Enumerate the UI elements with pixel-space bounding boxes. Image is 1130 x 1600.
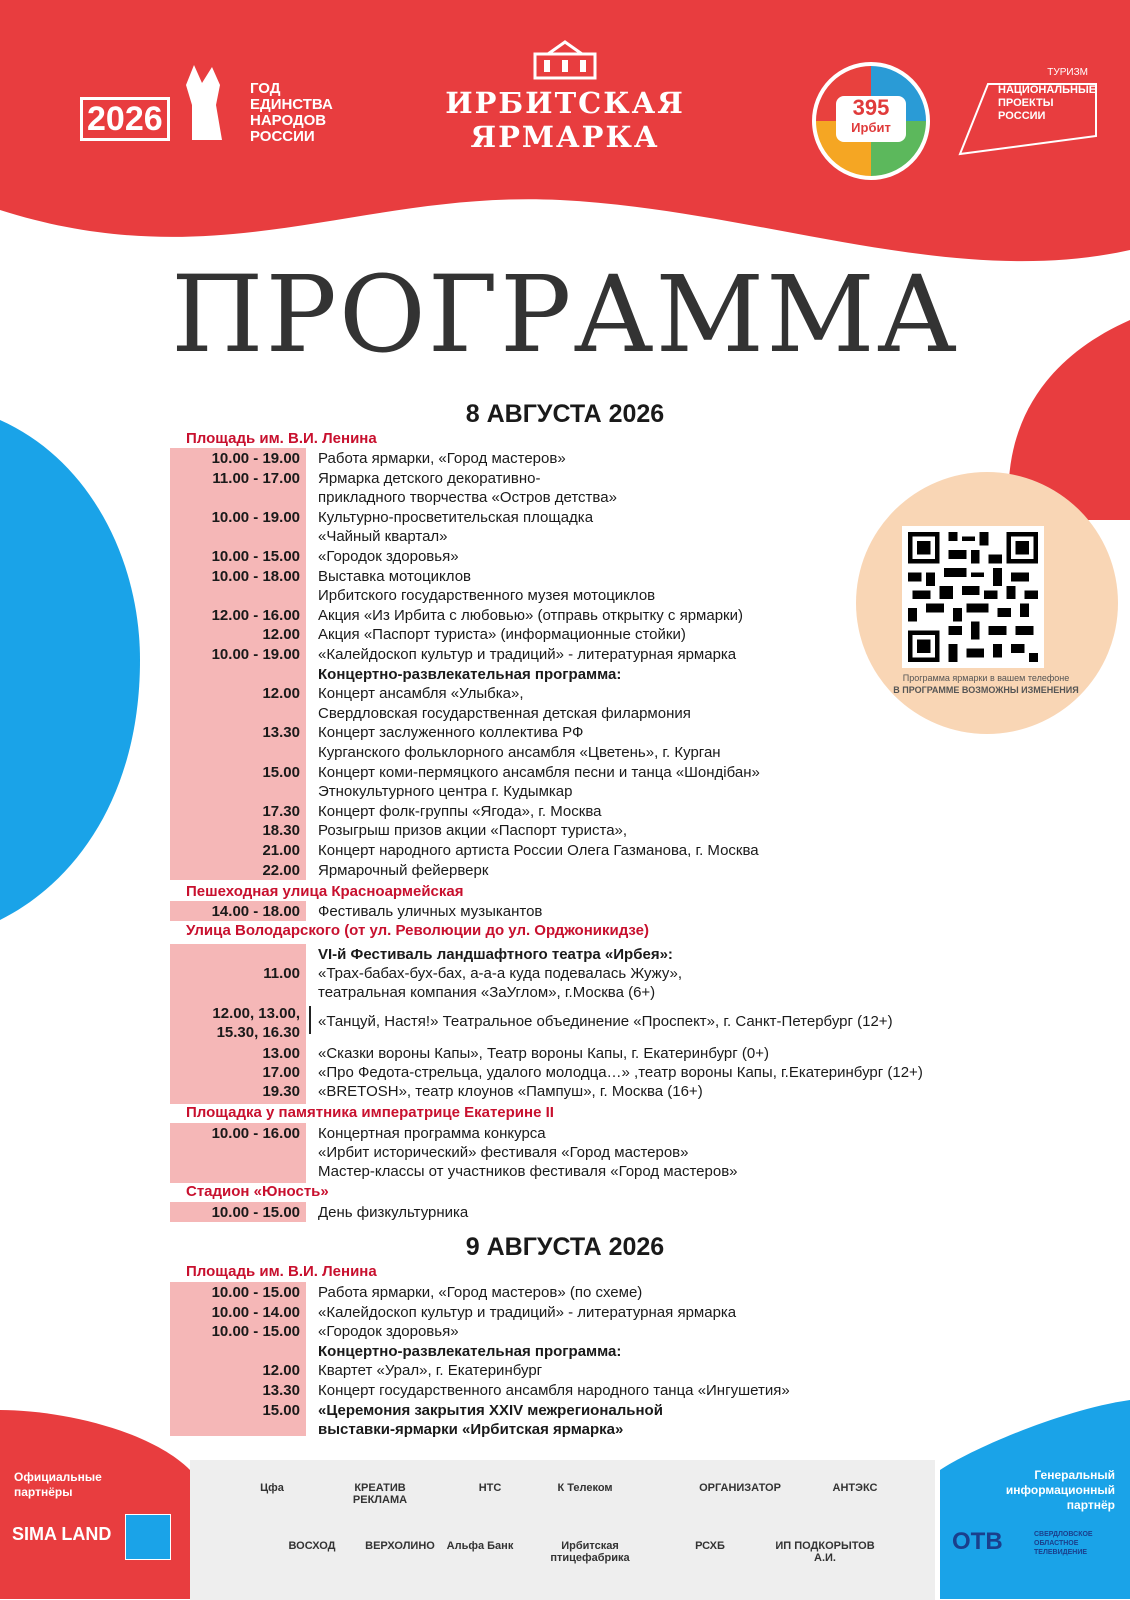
day1-row-desc: Акция «Из Ирбита с любовью» (отправь открытку с ярмарки) — [318, 606, 878, 625]
day1-row-desc: прикладного творчества «Остров детства» — [318, 488, 878, 507]
day2-row-time: 10.00 - 14.00 — [170, 1303, 300, 1322]
day1-row-desc: Концерт коми-пермяцкого ансамбля песни и танца «Шондiбан» — [318, 763, 878, 782]
day1-row-time: 10.00 - 19.00 — [170, 645, 300, 664]
stadium-time: 10.00 - 15.00 — [170, 1203, 300, 1222]
day2-row-desc: «Калейдоскоп культур и традиций» - литературная ярмарка — [318, 1303, 878, 1322]
anniversary-city: Ирбит — [836, 120, 906, 135]
theatre-desc-4: «Про Федота-стрельца, удалого молодца…» ,театр вороны Капы, г.Екатеринбург (12+) — [318, 1063, 1038, 1082]
day1-row-desc: Концерт ансамбля «Улыбка», — [318, 684, 878, 703]
day2-row-desc: выставки-ярмарки «Ирбитская ярмарка» — [318, 1420, 878, 1439]
day2-row-desc: Квартет «Урал», г. Екатеринбург — [318, 1361, 878, 1380]
day1-row-desc: «Городок здоровья» — [318, 547, 878, 566]
day1-row-time: 11.00 - 17.00 — [170, 469, 300, 488]
partner-logo: АНТЭКС — [805, 1482, 905, 1494]
day1-row-time: 10.00 - 19.00 — [170, 449, 300, 468]
partner-logo: ОРГАНИЗАТОР — [690, 1482, 790, 1494]
day2-row-time: 10.00 - 15.00 — [170, 1283, 300, 1302]
day1-row-desc: Розыгрыш призов акции «Паспорт туриста», — [318, 821, 878, 840]
day1-venue-stadium: Стадион «Юность» — [186, 1183, 329, 1200]
partner-logo: Цфа — [222, 1482, 322, 1494]
day2-row-time: 10.00 - 15.00 — [170, 1322, 300, 1341]
day2-row-time: 15.00 — [170, 1401, 300, 1420]
day1-row-time: 12.00 — [170, 684, 300, 703]
theatre-time-4: 17.00 — [170, 1063, 300, 1082]
day1-row-desc: Свердловская государственная детская филармония — [318, 704, 878, 723]
day2-row-desc: Концертно-развлекательная программа: — [318, 1342, 878, 1361]
day2-venue-lenin-square: Площадь им. В.И. Ленина — [186, 1263, 377, 1280]
partner-logo: Альфа Банк — [430, 1540, 530, 1552]
qr-caption-line2: В ПРОГРАММЕ ВОЗМОЖНЫ ИЗМЕНЕНИЯ — [866, 684, 1106, 696]
day1-row-time: 10.00 - 15.00 — [170, 547, 300, 566]
otv-logo: ОТВ — [952, 1528, 1003, 1556]
partner-logo: Ирбитская птицефабрика — [540, 1540, 640, 1564]
partner-logo: КРЕАТИВ РЕКЛАМА — [330, 1482, 430, 1506]
day2-date: 9 АВГУСТА 2026 — [0, 1233, 1130, 1262]
anniversary-number: 395 — [836, 96, 906, 120]
day1-row-time: 15.00 — [170, 763, 300, 782]
day1-row-time: 10.00 - 19.00 — [170, 508, 300, 527]
day1-row-desc: Концертно-развлекательная программа: — [318, 665, 878, 684]
sima-land-logo — [12, 1525, 112, 1544]
monument-icon — [172, 55, 242, 140]
stadium-desc: День физкультурника — [318, 1203, 878, 1222]
qr-code-icon — [908, 532, 1038, 662]
street-time: 14.00 - 18.00 — [170, 902, 300, 921]
day1-row-desc: Ярмарочный фейерверк — [318, 861, 878, 880]
partner-square-logo — [125, 1514, 171, 1560]
irbit-fair-logo — [440, 40, 690, 170]
theatre-time-5: 19.30 — [170, 1082, 300, 1101]
theatre-desc-3: «Сказки вороны Капы», Театр вороны Капы, г. Екатеринбург (0+) — [318, 1044, 1038, 1063]
page-title: ПРОГРАММА — [0, 262, 1130, 368]
theatre-desc-2: «Танцуй, Настя!» Театральное объединение «Проспект», г. Санкт-Петербург (12+) — [318, 1012, 1038, 1031]
day1-row-desc: Работа ярмарки, «Город мастеров» — [318, 449, 878, 468]
day1-row-desc: Концерт народного артиста России Олега Газманова, г. Москва — [318, 841, 878, 860]
day2-row-desc: «Городок здоровья» — [318, 1322, 878, 1341]
day1-row-desc: Этнокультурного центра г. Кудымкар — [318, 782, 878, 801]
partner-logo: ВОСХОД — [262, 1540, 362, 1552]
day2-row-desc: Концерт государственного ансамбля народного танца «Ингушетия» — [318, 1381, 878, 1400]
partner-logo: ВЕРХОЛИНО — [350, 1540, 450, 1552]
partner-logo: ИП ПОДКОРЫТОВ А.И. — [775, 1540, 875, 1564]
np-text: НАЦИОНАЛЬНЫЕ ПРОЕКТЫ РОССИИ — [998, 84, 1088, 123]
day1-date: 8 АВГУСТА 2026 — [0, 400, 1130, 429]
bottom-left-red-corner — [0, 1410, 190, 1599]
partner-logo: НТС — [440, 1482, 540, 1494]
theatre-desc-1a: «Трах-бабах-бух-бах, а-а-а куда подевалась Жужу», — [318, 964, 1038, 983]
day1-row-desc: «Калейдоскоп культур и традиций» - литературная ярмарка — [318, 645, 878, 664]
monument-desc-3: Мастер-классы от участников фестиваля «Город мастеров» — [318, 1162, 878, 1181]
day1-row-time: 22.00 — [170, 861, 300, 880]
np-tourism: ТУРИЗМ — [1047, 67, 1088, 78]
theatre-time-3: 13.00 — [170, 1044, 300, 1063]
day1-row-desc: Курганского фольклорного ансамбля «Цветень», г. Курган — [318, 743, 878, 762]
theatre-time-1: 11.00 — [170, 964, 300, 983]
year-text: ГОД ЕДИНСТВА НАРОДОВ РОССИИ — [250, 81, 360, 145]
partner-logo: К Телеком — [535, 1482, 635, 1494]
official-partners-label: Официальные партнёры — [14, 1470, 124, 1500]
day1-row-desc: Акция «Паспорт туриста» (информационные стойки) — [318, 625, 878, 644]
day1-venue-monument: Площадка у памятника императрице Екатерине II — [186, 1104, 554, 1121]
monument-time: 10.00 - 16.00 — [170, 1124, 300, 1143]
qr-code[interactable] — [902, 526, 1044, 668]
day1-row-desc: Концерт заслуженного коллектива РФ — [318, 723, 878, 742]
building-icon — [530, 40, 600, 80]
day2-row-time: 13.30 — [170, 1381, 300, 1400]
qr-caption-line1: Программа ярмарки в вашем телефоне — [866, 672, 1106, 684]
day1-row-desc: Культурно-просветительская площадка — [318, 508, 878, 527]
qr-panel — [856, 472, 1118, 734]
day1-row-desc: Концерт фолк-группы «Ягода», г. Москва — [318, 802, 878, 821]
partners-bar — [190, 1460, 935, 1600]
day1-row-desc: Ярмарка детского декоративно- — [318, 469, 878, 488]
day1-row-time: 18.30 — [170, 821, 300, 840]
day1-venue-krasnoarmeyskaya: Пешеходная улица Красноармейская — [186, 883, 464, 900]
day1-row-time: 13.30 — [170, 723, 300, 742]
partner-logo: РСХБ — [660, 1540, 760, 1552]
theatre-divider — [309, 1006, 311, 1034]
day2-row-desc: Работа ярмарки, «Город мастеров» (по схеме) — [318, 1283, 878, 1302]
national-projects-logo — [958, 62, 1098, 157]
qr-caption — [866, 672, 1106, 696]
street-desc: Фестиваль уличных музыкантов — [318, 902, 878, 921]
day1-venue-lenin-square: Площадь им. В.И. Ленина — [186, 430, 377, 447]
fair-logo-line1: ИРБИТСКАЯ — [440, 86, 690, 120]
day1-row-desc: Выставка мотоциклов — [318, 567, 878, 586]
otv-subtitle: СВЕРДЛОВСКОЕ ОБЛАСТНОЕ ТЕЛЕВИДЕНИЕ — [1034, 1530, 1124, 1557]
year-number: 2026 — [80, 97, 170, 141]
day2-row-time: 12.00 — [170, 1361, 300, 1380]
theatre-desc-1b: театральная компания «ЗаУглом», г.Москва (6+) — [318, 983, 1038, 1002]
fair-logo-line2: ЯРМАРКА — [440, 120, 690, 154]
day1-row-desc: Ирбитского государственного музея мотоциклов — [318, 586, 878, 605]
day1-row-time: 21.00 — [170, 841, 300, 860]
sima-land-text: SIMA LAND — [12, 1525, 112, 1544]
monument-desc-2: «Ирбит исторический» фестиваля «Город мастеров» — [318, 1143, 878, 1162]
general-partner-label: Генеральный информационный партнёр — [990, 1468, 1115, 1513]
theatre-desc-5: «BRETOSH», театр клоунов «Пампуш», г. Москва (16+) — [318, 1082, 1038, 1101]
monument-desc-1: Концертная программа конкурса — [318, 1124, 878, 1143]
day1-row-time: 10.00 - 18.00 — [170, 567, 300, 586]
irbit-395-logo — [812, 62, 930, 180]
day1-row-desc: «Чайный квартал» — [318, 527, 878, 546]
left-blue-arc — [0, 420, 140, 920]
theatre-time-2a: 12.00, 13.00, — [170, 1004, 300, 1023]
day1-row-time: 12.00 — [170, 625, 300, 644]
day1-row-time: 12.00 - 16.00 — [170, 606, 300, 625]
day2-row-desc: «Церемония закрытия XXIV межрегиональной — [318, 1401, 878, 1420]
day1-venue-volodarskogo: Улица Володарского (от ул. Революции до ул. Орджоникидзе) — [186, 922, 649, 939]
theatre-time-2b: 15.30, 16.30 — [170, 1023, 300, 1042]
year-of-unity-logo — [80, 55, 260, 140]
day1-row-time: 17.30 — [170, 802, 300, 821]
theatre-festival-title: VI-й Фестиваль ландшафтного театра «Ирбея»: — [318, 945, 878, 964]
